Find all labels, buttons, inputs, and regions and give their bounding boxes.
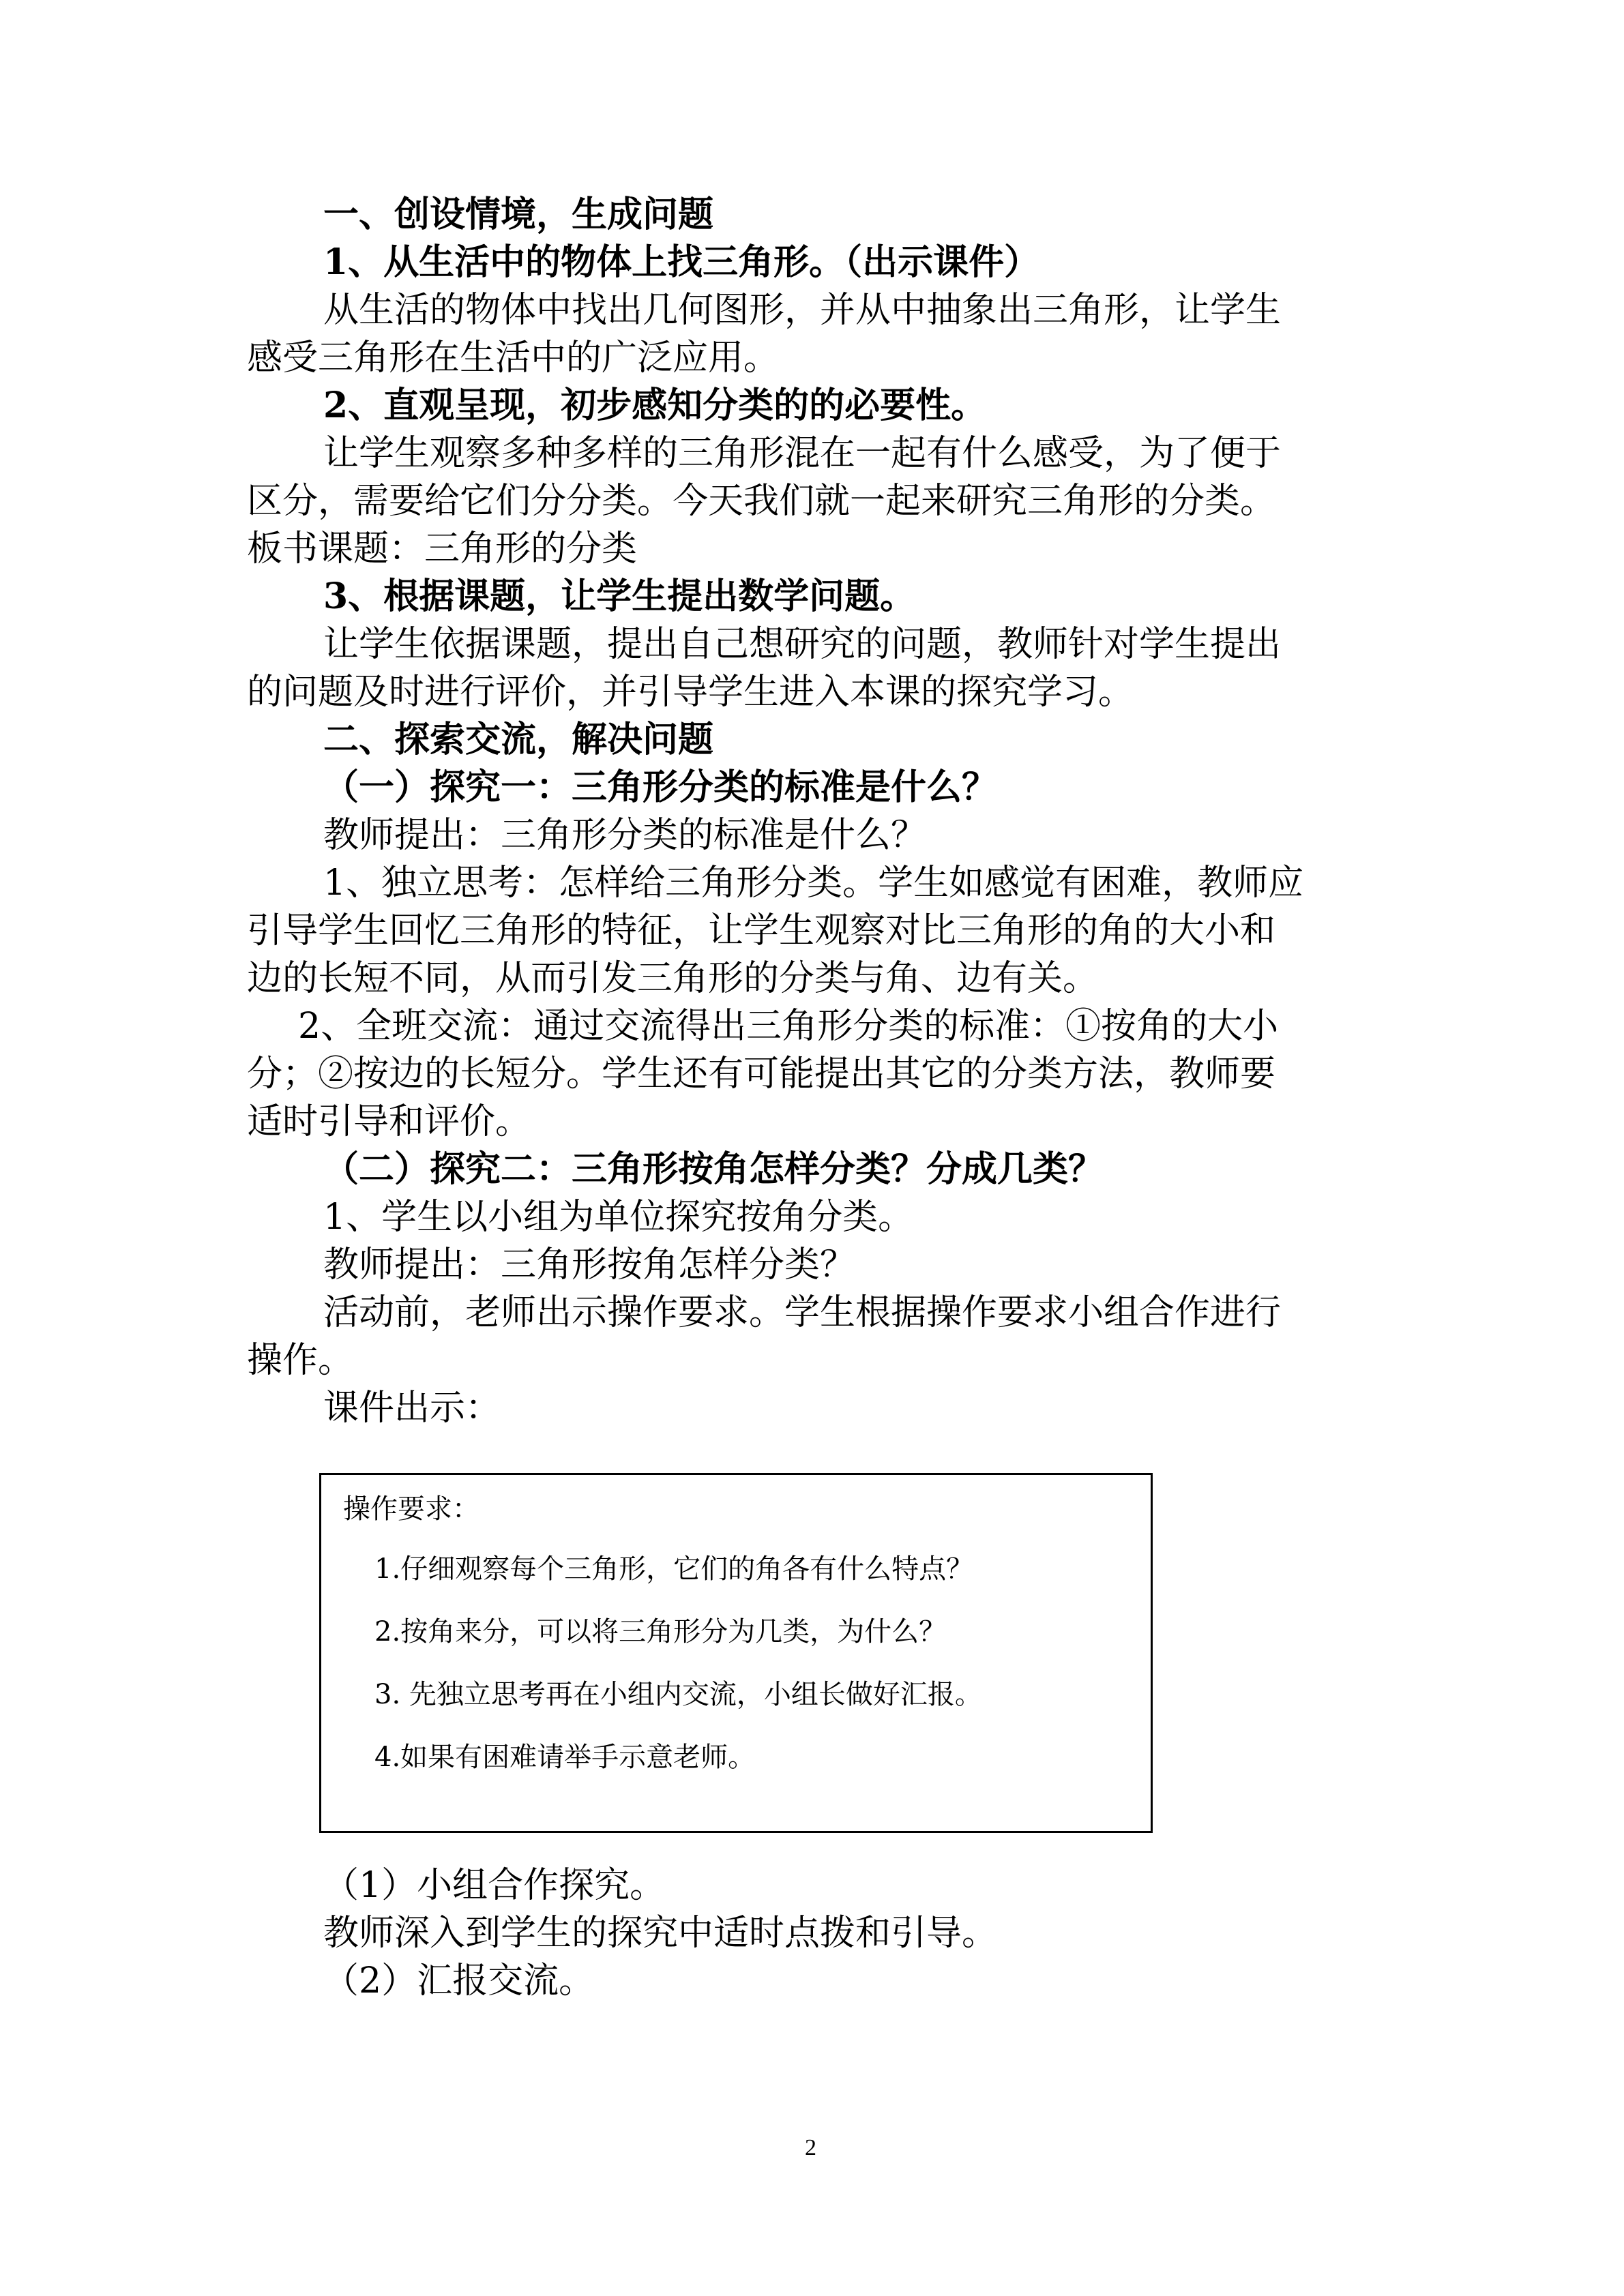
section-heading: 一、创设情境，生成问题 — [323, 194, 714, 235]
after-box-text — [323, 1862, 997, 2005]
box-item: 3. 先独立思考再在小组内交流，小组长做好汇报。 — [374, 1679, 982, 1710]
paragraph-line: 1、学生以小组为单位探究按角分类。 — [323, 1197, 914, 1238]
page-number: 2 — [805, 2135, 816, 2160]
box-item: 4.如果有困难请举手示意老师。 — [374, 1742, 756, 1773]
subsection-heading: 3、根据课题，让学生提出数学问题。 — [323, 576, 916, 617]
paragraph-line: 区分，需要给它们分分类。今天我们就一起来研究三角形的分类。 — [247, 481, 1276, 522]
paragraph-line: 板书课题：三角形的分类 — [247, 528, 638, 569]
subsection-heading: （一）探究一：三角形分类的标准是什么？ — [323, 766, 998, 808]
document-body — [247, 191, 1359, 1432]
paragraph-line: 活动前，老师出示操作要求。学生根据操作要求小组合作进行 — [323, 1292, 1282, 1333]
box-item: 2.按角来分，可以将三角形分为几类，为什么？ — [374, 1616, 947, 1648]
subsection-heading: （二）探究二：三角形按角怎样分类？分成几类？ — [323, 1148, 1104, 1190]
paragraph-line: 边的长短不同，从而引发三角形的分类与角、边有关。 — [247, 958, 1099, 999]
paragraph-line: 从生活的物体中找出几何图形，并从中抽象出三角形，让学生 — [323, 290, 1282, 331]
box-title: 操作要求： — [343, 1493, 479, 1525]
paragraph-line: 1、独立思考：怎样给三角形分类。学生如感觉有困难，教师应 — [323, 863, 1304, 904]
paragraph-line: 让学生观察多种多样的三角形混在一起有什么感受，为了便于 — [323, 433, 1282, 474]
subsection-heading: 2、直观呈现，初步感知分类的的必要性。 — [323, 385, 987, 426]
paragraph-line: 引导学生回忆三角形的特征，让学生观察对比三角形的角的大小和 — [247, 910, 1276, 951]
box-item: 1.仔细观察每个三角形，它们的角各有什么特点？ — [374, 1553, 974, 1585]
subsection-heading: 1、从生活中的物体上找三角形。（出示课件） — [323, 241, 1040, 283]
paragraph-line: 教师提出：三角形按角怎样分类？ — [323, 1244, 856, 1285]
paragraph-line: 让学生依据课题，提出自己想研究的问题，教师针对学生提出 — [323, 624, 1282, 665]
paragraph-line: （2）汇报交流。 — [323, 1960, 595, 2001]
paragraph-line: 分；②按边的长短分。学生还有可能提出其它的分类方法，教师要 — [247, 1054, 1276, 1094]
paragraph-line: 感受三角形在生活中的广泛应用。 — [247, 338, 780, 378]
paragraph-line: 的问题及时进行评价，并引导学生进入本课的探究学习。 — [247, 672, 1134, 713]
paragraph-line: 适时引导和评价。 — [247, 1101, 531, 1142]
operation-requirements-box — [319, 1473, 1153, 1833]
paragraph-line: 教师深入到学生的探究中适时点拨和引导。 — [323, 1913, 998, 1954]
paragraph-line: （1）小组合作探究。 — [323, 1865, 666, 1906]
paragraph-line: 操作。 — [247, 1340, 354, 1381]
paragraph-line: 教师提出：三角形分类的标准是什么？ — [323, 815, 927, 856]
paragraph-line: 2、全班交流：通过交流得出三角形分类的标准：①按角的大小 — [298, 1006, 1279, 1047]
section-heading: 二、探索交流，解决问题 — [323, 719, 714, 760]
paragraph-line: 课件出示： — [323, 1388, 501, 1429]
